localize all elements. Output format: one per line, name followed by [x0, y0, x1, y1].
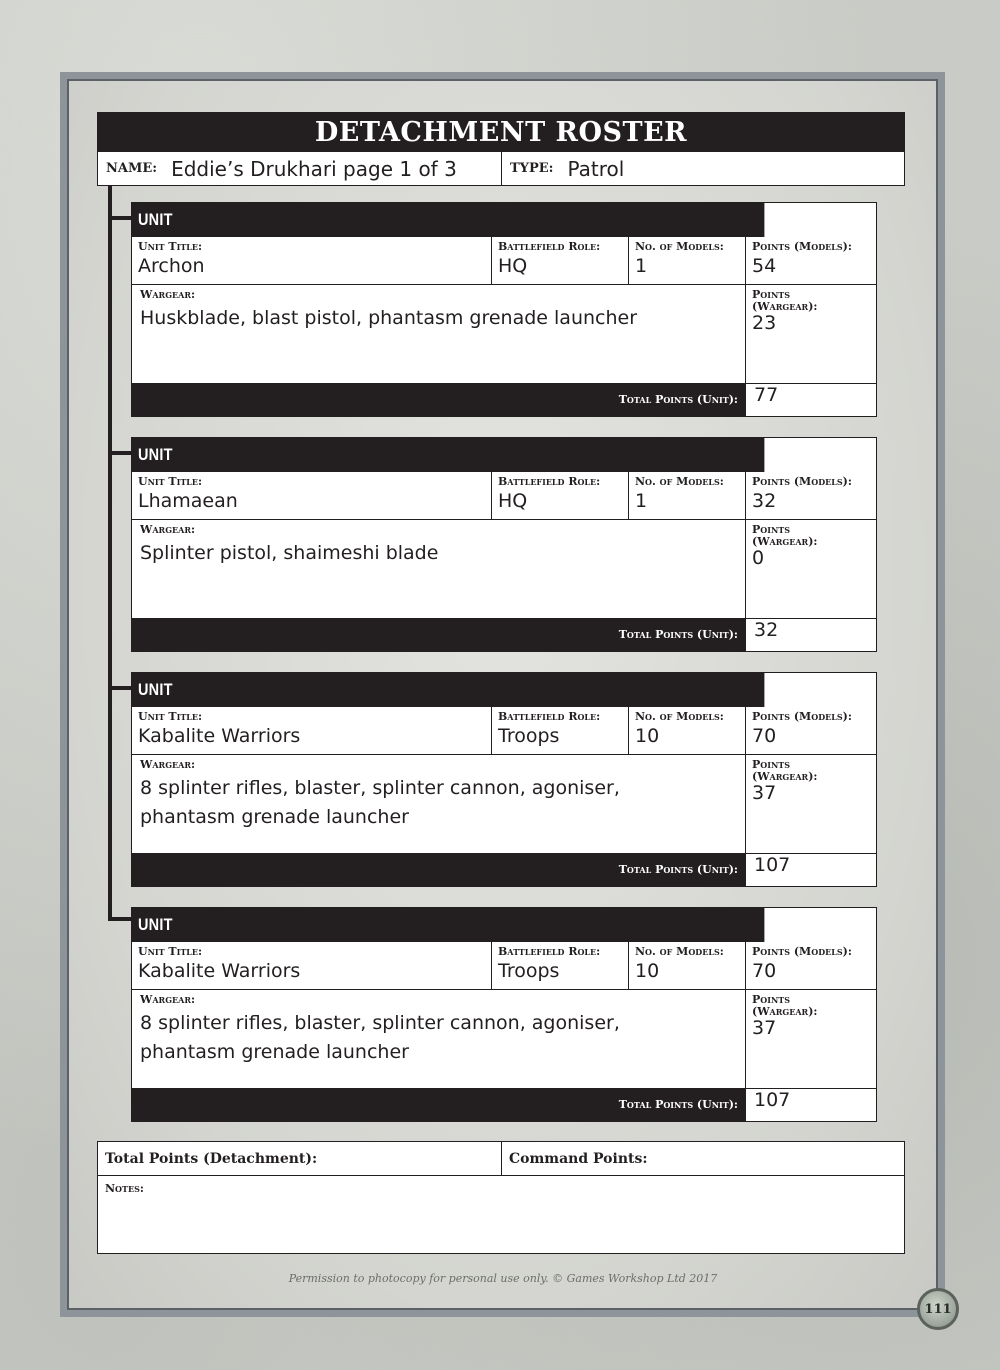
total-points-unit-cell: [746, 618, 876, 652]
models-cell: [629, 472, 746, 519]
points-wargear-value[interactable]: 23: [752, 312, 777, 334]
battlefield-role-label: Battlefield Role:: [498, 710, 601, 723]
battlefield-role-cell: [492, 472, 629, 519]
roster-name-row: [97, 152, 905, 186]
tree-branch: [108, 216, 132, 220]
tree-branch: [108, 917, 132, 921]
points-wargear-label: Points: [752, 993, 791, 1006]
unit-title-value[interactable]: Kabalite Warriors: [138, 960, 301, 982]
points-wargear-value[interactable]: 37: [752, 1017, 777, 1039]
models-label: No. of Models:: [635, 945, 724, 958]
battlefield-role-cell: [492, 237, 629, 284]
points-models-value[interactable]: 54: [752, 255, 777, 277]
wargear-label: Wargear:: [140, 288, 196, 301]
battlefield-role-value[interactable]: Troops: [498, 960, 560, 982]
tree-branch: [108, 686, 132, 690]
command-points-field[interactable]: Command Points:: [509, 1150, 648, 1167]
points-wargear-cell: [746, 285, 876, 383]
unit-header: UNIT: [132, 673, 764, 707]
unit-title-value[interactable]: Archon: [138, 255, 205, 277]
models-label: No. of Models:: [635, 710, 724, 723]
unit-block: [131, 202, 877, 417]
points-models-label: Points (Models):: [752, 945, 852, 958]
total-points-unit-label: Total Points (Unit):: [132, 1088, 746, 1122]
unit-title-label: Unit Title:: [138, 945, 203, 958]
points-wargear-label-2: (Wargear):: [752, 770, 818, 783]
models-value[interactable]: 1: [635, 490, 648, 512]
models-label: No. of Models:: [635, 240, 724, 253]
battlefield-role-value[interactable]: HQ: [498, 255, 528, 277]
points-wargear-cell: [746, 990, 876, 1088]
battlefield-role-value[interactable]: HQ: [498, 490, 528, 512]
wargear-line[interactable]: 8 splinter rifles, blaster, splinter cannon, agoniser,: [140, 1012, 620, 1034]
points-wargear-cell: [746, 755, 876, 853]
total-points-unit-value[interactable]: 107: [754, 1089, 791, 1111]
models-value[interactable]: 10: [635, 725, 660, 747]
unit-title-cell: [132, 472, 492, 519]
detachment-footer: [97, 1141, 905, 1254]
unit-block: [131, 437, 877, 652]
wargear-label: Wargear:: [140, 758, 196, 771]
wargear-cell: [132, 990, 746, 1088]
total-points-unit-value[interactable]: 107: [754, 854, 791, 876]
copyright-notice: Permission to photocopy for personal use only. © Games Workshop Ltd 2017: [288, 1272, 718, 1285]
wargear-cell: [132, 285, 746, 383]
type-value[interactable]: Patrol: [567, 156, 625, 181]
roster-title: DETACHMENT ROSTER: [97, 112, 905, 152]
unit-title-cell: [132, 942, 492, 989]
type-label: TYPE:: [510, 161, 554, 176]
wargear-cell: [132, 520, 746, 618]
unit-title-label: Unit Title:: [138, 710, 203, 723]
unit-title-cell: [132, 237, 492, 284]
unit-title-label: Unit Title:: [138, 240, 203, 253]
unit-header: UNIT: [132, 203, 764, 237]
points-wargear-label-2: (Wargear):: [752, 300, 818, 313]
points-models-label: Points (Models):: [752, 710, 852, 723]
points-wargear-cell: [746, 520, 876, 618]
total-points-unit-cell: [746, 383, 876, 417]
points-wargear-value[interactable]: 0: [752, 547, 765, 569]
points-models-cell: [746, 237, 876, 284]
points-models-value[interactable]: 70: [752, 960, 777, 982]
wargear-line[interactable]: Huskblade, blast pistol, phantasm grenade launcher: [140, 307, 638, 329]
roster-tree-line: [108, 186, 112, 920]
points-models-cell: [746, 472, 876, 519]
models-cell: [629, 942, 746, 989]
battlefield-role-value[interactable]: Troops: [498, 725, 560, 747]
name-value[interactable]: Eddie’s Drukhari page 1 of 3: [171, 156, 457, 181]
points-wargear-value[interactable]: 37: [752, 782, 777, 804]
points-wargear-label: Points: [752, 523, 791, 536]
models-value[interactable]: 1: [635, 255, 648, 277]
total-points-unit-label: Total Points (Unit):: [132, 853, 746, 887]
models-cell: [629, 237, 746, 284]
points-models-value[interactable]: 70: [752, 725, 777, 747]
total-points-unit-label: Total Points (Unit):: [132, 618, 746, 652]
name-label: NAME:: [106, 161, 158, 176]
points-wargear-label: Points: [752, 758, 791, 771]
total-points-unit-value[interactable]: 32: [754, 619, 779, 641]
unit-title-value[interactable]: Lhamaean: [138, 490, 238, 512]
wargear-line[interactable]: 8 splinter rifles, blaster, splinter cannon, agoniser,: [140, 777, 620, 799]
total-points-detachment-field[interactable]: Total Points (Detachment):: [98, 1142, 502, 1175]
total-points-unit-cell: [746, 853, 876, 887]
wargear-line[interactable]: Splinter pistol, shaimeshi blade: [140, 542, 439, 564]
battlefield-role-label: Battlefield Role:: [498, 475, 601, 488]
points-models-label: Points (Models):: [752, 475, 852, 488]
points-wargear-label-2: (Wargear):: [752, 535, 818, 548]
total-points-unit-value[interactable]: 77: [754, 384, 779, 406]
battlefield-role-cell: [492, 942, 629, 989]
wargear-label: Wargear:: [140, 523, 196, 536]
page-number: 111: [917, 1288, 959, 1330]
wargear-label: Wargear:: [140, 993, 196, 1006]
unit-header: UNIT: [132, 908, 764, 942]
unit-title-label: Unit Title:: [138, 475, 203, 488]
unit-block: [131, 907, 877, 1122]
wargear-cell: [132, 755, 746, 853]
unit-title-value[interactable]: Kabalite Warriors: [138, 725, 301, 747]
notes-field[interactable]: Notes:: [105, 1182, 144, 1195]
battlefield-role-label: Battlefield Role:: [498, 945, 601, 958]
type-cell: [502, 152, 904, 185]
points-models-cell: [746, 707, 876, 754]
points-wargear-label: Points: [752, 288, 791, 301]
points-models-value[interactable]: 32: [752, 490, 777, 512]
battlefield-role-cell: [492, 707, 629, 754]
wargear-line[interactable]: phantasm grenade launcher: [140, 1041, 409, 1063]
points-models-cell: [746, 942, 876, 989]
battlefield-role-label: Battlefield Role:: [498, 240, 601, 253]
unit-title-cell: [132, 707, 492, 754]
models-label: No. of Models:: [635, 475, 724, 488]
unit-header: UNIT: [132, 438, 764, 472]
unit-block: [131, 672, 877, 887]
models-value[interactable]: 10: [635, 960, 660, 982]
total-points-unit-cell: [746, 1088, 876, 1122]
wargear-line[interactable]: phantasm grenade launcher: [140, 806, 409, 828]
total-points-unit-label: Total Points (Unit):: [132, 383, 746, 417]
points-wargear-label-2: (Wargear):: [752, 1005, 818, 1018]
models-cell: [629, 707, 746, 754]
tree-branch: [108, 451, 132, 455]
points-models-label: Points (Models):: [752, 240, 852, 253]
name-cell: [98, 152, 502, 185]
